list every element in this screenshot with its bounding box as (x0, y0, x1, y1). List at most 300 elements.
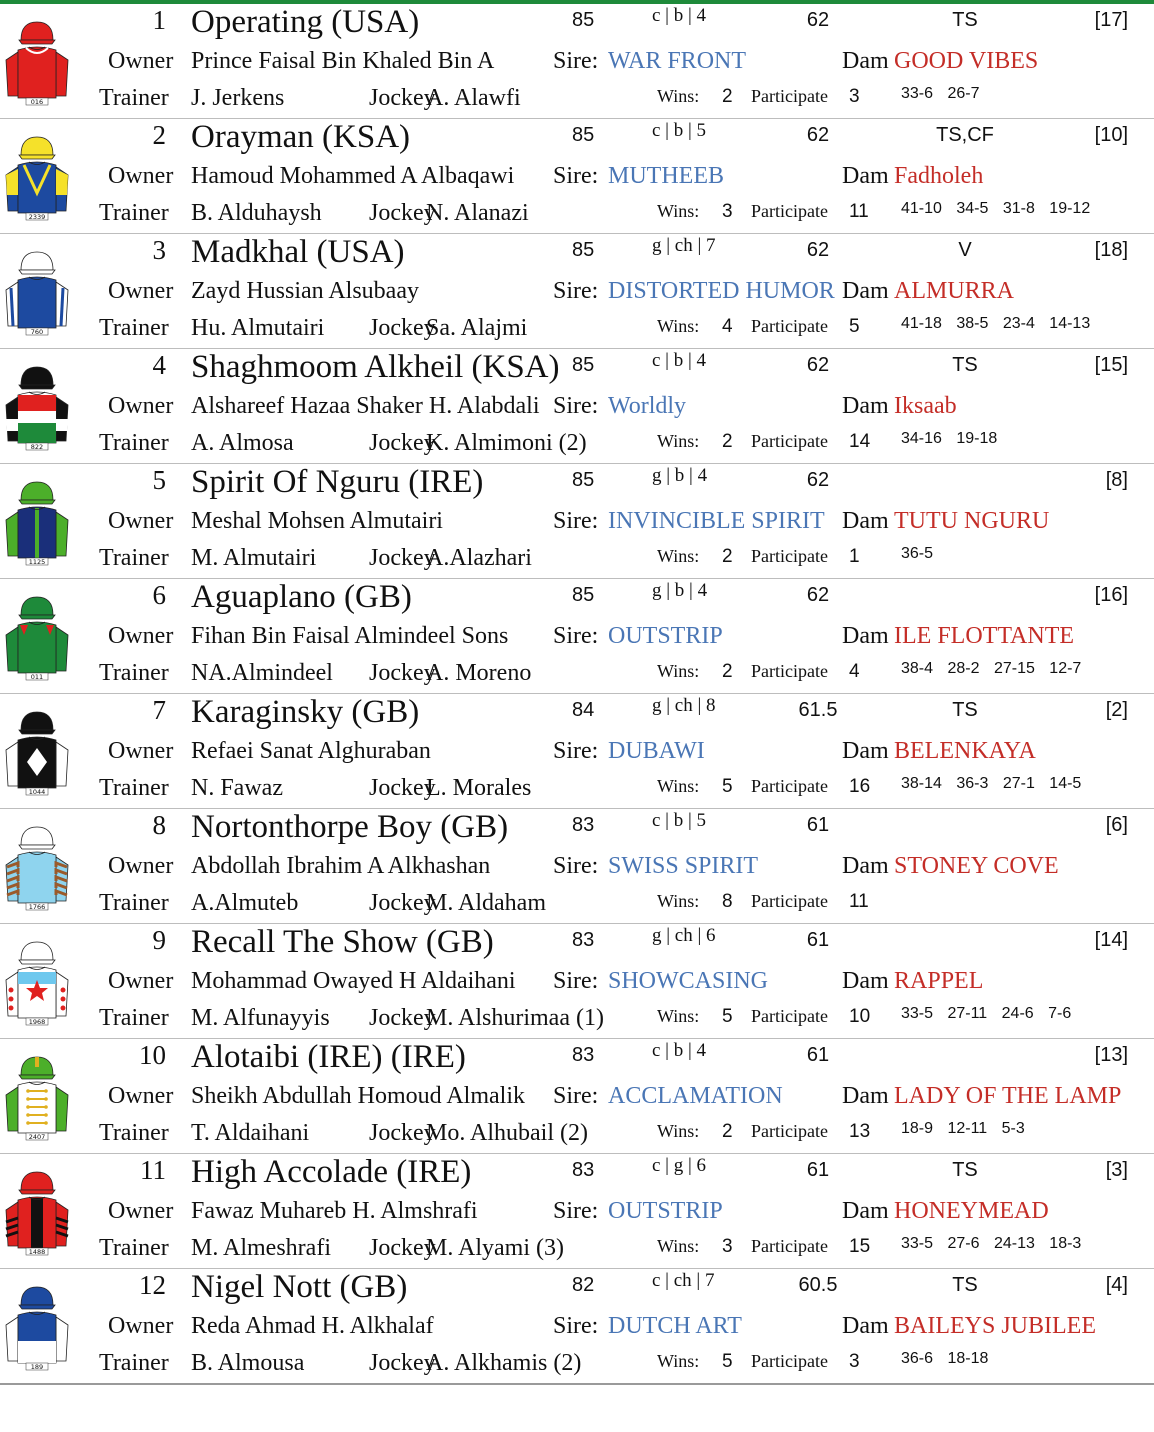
wins-count: 5 (722, 776, 733, 797)
trainer-name[interactable]: NA.Almindeel (191, 660, 333, 686)
participate-count: 11 (849, 891, 869, 912)
rating: 85 (572, 9, 595, 31)
dam-name[interactable]: STONEY COVE (894, 853, 1059, 879)
runner-row (0, 349, 1154, 464)
sire-label: Sire: (553, 393, 599, 419)
dam-label: Dam (842, 278, 889, 304)
dam-label: Dam (842, 163, 889, 189)
silk-number: 1766 (28, 903, 46, 911)
wins-count: 2 (722, 431, 733, 452)
right-sleeve (56, 1317, 68, 1361)
trainer-label: Trainer (99, 660, 169, 686)
sire-name[interactable]: ACCLAMATION (608, 1083, 783, 1109)
jockey-label: Jockey (369, 430, 436, 456)
owner-label: Owner (108, 853, 174, 879)
weight: 62 (806, 354, 830, 376)
jockey-name[interactable]: A. Moreno (426, 660, 532, 686)
draw-number: [6] (1105, 814, 1128, 836)
dam-name[interactable]: BAILEYS JUBILEE (894, 1313, 1096, 1339)
right-sleeve (56, 512, 68, 556)
trainer-label: Trainer (99, 545, 169, 571)
runner-number: 5 (152, 465, 166, 495)
wins-label: Wins: (657, 1351, 700, 1371)
participate-count: 16 (849, 776, 871, 797)
runner-number: 4 (152, 350, 166, 380)
runner-list (0, 4, 1154, 1385)
jockey-silk-icon (2, 1049, 72, 1141)
equipment-type: TS (952, 1274, 978, 1296)
weight: 62 (806, 584, 830, 606)
runner-number: 9 (152, 925, 166, 955)
silk-number: 016 (30, 98, 44, 106)
sex-color-age: c | b | 4 (652, 1040, 707, 1061)
runner-row (0, 464, 1154, 579)
sex-color-age: g | ch | 6 (652, 925, 716, 946)
silk-number: 1044 (28, 788, 46, 796)
trainer-label: Trainer (99, 315, 169, 341)
draw-number: [3] (1105, 1159, 1128, 1181)
jockey-label: Jockey (369, 1350, 436, 1376)
jockey-name[interactable]: A. Alawfi (426, 85, 521, 111)
owner-name[interactable]: Alshareef Hazaa Shaker H. Alabdali (191, 393, 540, 419)
horse-name[interactable]: Spirit Of Nguru (IRE) (191, 464, 484, 500)
jockey-name[interactable]: Mo. Alhubail (2) (426, 1120, 588, 1146)
sire-name[interactable]: OUTSTRIP (608, 623, 723, 649)
runner-number: 3 (152, 235, 166, 265)
trainer-name[interactable]: B. Alduhaysh (191, 200, 322, 226)
jockey-label: Jockey (369, 775, 436, 801)
sex-color-age: g | b | 4 (652, 580, 708, 601)
recent-results: 36-5 (901, 545, 934, 562)
draw-number: [8] (1105, 469, 1128, 491)
jockey-silk-icon (2, 244, 72, 336)
draw-number: [16] (1094, 584, 1128, 606)
jockey-label: Jockey (369, 315, 436, 341)
trainer-label: Trainer (99, 1120, 169, 1146)
left-sleeve (6, 52, 18, 96)
horse-name[interactable]: Nortonthorpe Boy (GB) (191, 809, 509, 845)
wins-label: Wins: (657, 1236, 700, 1256)
silk-cap (21, 252, 53, 270)
sex-color-age: g | ch | 8 (652, 695, 716, 716)
owner-label: Owner (108, 48, 174, 74)
runner-row (0, 4, 1154, 119)
horse-name[interactable]: Shaghmoom Alkheil (KSA) (191, 349, 560, 385)
participate-count: 14 (849, 431, 871, 452)
sire-label: Sire: (553, 508, 599, 534)
jockey-name[interactable]: K. Almimoni (2) (426, 430, 587, 456)
weight: 61.5 (798, 699, 838, 721)
owner-name[interactable]: Reda Ahmad H. Alkhalaf (191, 1313, 434, 1339)
trainer-name[interactable]: M. Almeshrafi (191, 1235, 331, 1261)
participate-count: 1 (849, 546, 860, 567)
sire-label: Sire: (553, 48, 599, 74)
sire-label: Sire: (553, 853, 599, 879)
horse-name[interactable]: Nigel Nott (GB) (191, 1269, 408, 1305)
recent-results: 41-10 34-5 31-8 19-12 (901, 200, 1091, 217)
participate-label: Participate (751, 1006, 828, 1026)
silk-number: 1968 (28, 1018, 46, 1026)
horse-name[interactable]: Madkhal (USA) (191, 234, 405, 270)
dam-name[interactable]: GOOD VIBES (894, 48, 1039, 74)
sire-label: Sire: (553, 623, 599, 649)
jockey-silk-icon (2, 934, 72, 1026)
rating: 85 (572, 354, 595, 376)
sire-name[interactable]: DUTCH ART (608, 1313, 742, 1339)
dam-name[interactable]: RAPPEL (894, 968, 984, 994)
draw-number: [14] (1094, 929, 1128, 951)
silk-cap (21, 827, 53, 845)
left-sleeve (6, 1317, 18, 1361)
trainer-label: Trainer (99, 775, 169, 801)
participate-label: Participate (751, 891, 828, 911)
sex-color-age: c | b | 4 (652, 5, 707, 26)
runner-number: 1 (152, 5, 166, 35)
equipment-type: TS (952, 699, 978, 721)
owner-name[interactable]: Abdollah Ibrahim A Alkhashan (191, 853, 491, 879)
jockey-silk-icon (2, 1164, 72, 1256)
left-sleeve (6, 742, 18, 786)
wins-count: 3 (722, 1236, 733, 1257)
sire-label: Sire: (553, 1198, 599, 1224)
dam-label: Dam (842, 738, 889, 764)
runner-row (0, 234, 1154, 349)
jockey-label: Jockey (369, 1235, 436, 1261)
participate-label: Participate (751, 661, 828, 681)
weight: 60.5 (798, 1274, 838, 1296)
owner-name[interactable]: Zayd Hussian Alsubaay (191, 278, 419, 304)
owner-label: Owner (108, 738, 174, 764)
draw-number: [17] (1094, 9, 1128, 31)
owner-label: Owner (108, 968, 174, 994)
dam-name[interactable]: ILE FLOTTANTE (894, 623, 1075, 649)
sire-name[interactable]: SWISS SPIRIT (608, 853, 759, 879)
trainer-label: Trainer (99, 85, 169, 111)
right-sleeve (56, 1087, 68, 1131)
runner-number: 2 (152, 120, 166, 150)
jockey-silk-icon (2, 359, 72, 451)
wins-label: Wins: (657, 661, 700, 681)
dam-label: Dam (842, 1083, 889, 1109)
rating: 83 (572, 814, 595, 836)
trainer-name[interactable]: Hu. Almutairi (191, 315, 325, 341)
jockey-label: Jockey (369, 1005, 436, 1031)
recent-results: 38-4 28-2 27-15 12-7 (901, 660, 1082, 677)
sire-name[interactable]: MUTHEEB (608, 163, 724, 189)
participate-count: 5 (849, 316, 860, 337)
runner-row (0, 1154, 1154, 1269)
wins-count: 5 (722, 1006, 733, 1027)
left-sleeve (6, 627, 18, 671)
owner-name[interactable]: Prince Faisal Bin Khaled Bin A (191, 48, 495, 74)
jockey-silk-icon (2, 704, 72, 796)
owner-label: Owner (108, 1083, 174, 1109)
right-sleeve (56, 742, 68, 786)
jockey-label: Jockey (369, 1120, 436, 1146)
jockey-name[interactable]: A. Alkhamis (2) (426, 1350, 582, 1376)
participate-label: Participate (751, 1236, 828, 1256)
trainer-name[interactable]: T. Aldaihani (191, 1120, 310, 1146)
trainer-name[interactable]: B. Almousa (191, 1350, 305, 1376)
silk-number: 2339 (28, 213, 46, 221)
silk-number: 1488 (28, 1248, 46, 1256)
sire-name[interactable]: SHOWCASING (608, 968, 769, 994)
sex-color-age: c | b | 5 (652, 120, 707, 141)
right-sleeve (56, 1202, 68, 1246)
sire-label: Sire: (553, 968, 599, 994)
participate-label: Participate (751, 776, 828, 796)
participate-count: 11 (849, 201, 869, 222)
dam-label: Dam (842, 968, 889, 994)
dam-label: Dam (842, 508, 889, 534)
draw-number: [4] (1105, 1274, 1128, 1296)
silk-number: 760 (30, 328, 44, 336)
owner-name[interactable]: Meshal Mohsen Almutairi (191, 508, 443, 534)
owner-name[interactable]: Mohammad Owayed H Aldaihani (191, 968, 516, 994)
wins-label: Wins: (657, 891, 700, 911)
silk-cap (21, 367, 53, 385)
recent-results: 33-5 27-6 24-13 18-3 (901, 1235, 1082, 1252)
rating: 83 (572, 1159, 595, 1181)
participate-label: Participate (751, 201, 828, 221)
silk-cap (21, 1287, 53, 1305)
horse-name[interactable]: Operating (USA) (191, 4, 420, 40)
owner-name[interactable]: Refaei Sanat Alghuraban (191, 738, 431, 764)
owner-name[interactable]: Hamoud Mohammed A Albaqawi (191, 163, 515, 189)
owner-label: Owner (108, 1198, 174, 1224)
trainer-name[interactable]: M. Alfunayyis (191, 1005, 330, 1031)
silk-number: 822 (30, 443, 44, 451)
rating: 85 (572, 124, 595, 146)
equipment-type: TS (952, 1159, 978, 1181)
participate-label: Participate (751, 86, 828, 106)
left-sleeve (6, 512, 18, 556)
jockey-label: Jockey (369, 85, 436, 111)
horse-name[interactable]: Orayman (KSA) (191, 119, 411, 155)
trainer-label: Trainer (99, 890, 169, 916)
jockey-label: Jockey (369, 200, 436, 226)
owner-label: Owner (108, 508, 174, 534)
weight: 61 (806, 814, 830, 836)
dam-name[interactable]: Iksaab (894, 393, 957, 419)
dam-name[interactable]: HONEYMEAD (894, 1198, 1049, 1224)
trainer-label: Trainer (99, 1005, 169, 1031)
silk-body (18, 852, 56, 903)
trainer-label: Trainer (99, 200, 169, 226)
owner-name[interactable]: Fihan Bin Faisal Almindeel Sons (191, 623, 509, 649)
wins-label: Wins: (657, 431, 700, 451)
sex-color-age: g | ch | 7 (652, 235, 716, 256)
trainer-label: Trainer (99, 430, 169, 456)
sire-name[interactable]: OUTSTRIP (608, 1198, 723, 1224)
sire-label: Sire: (553, 163, 599, 189)
silk-number: 011 (30, 673, 44, 681)
trainer-name[interactable]: M. Almutairi (191, 545, 317, 571)
horse-name[interactable]: Alotaibi (IRE) (IRE) (191, 1039, 466, 1075)
silk-cap (21, 1172, 53, 1190)
weight: 61 (806, 1044, 830, 1066)
trainer-label: Trainer (99, 1350, 169, 1376)
jockey-silk-icon (2, 129, 72, 221)
wins-label: Wins: (657, 201, 700, 221)
runner-number: 8 (152, 810, 166, 840)
left-sleeve (6, 1087, 18, 1131)
weight: 61 (806, 1159, 830, 1181)
dam-name[interactable]: LADY OF THE LAMP (894, 1083, 1122, 1109)
trainer-label: Trainer (99, 1235, 169, 1261)
sex-color-age: c | ch | 7 (652, 1270, 715, 1291)
owner-label: Owner (108, 393, 174, 419)
silk-number: 1125 (28, 558, 46, 566)
wins-label: Wins: (657, 1121, 700, 1141)
silk-cap (21, 597, 53, 615)
participate-label: Participate (751, 1121, 828, 1141)
sire-name[interactable]: DUBAWI (608, 738, 705, 764)
dam-label: Dam (842, 623, 889, 649)
sire-name[interactable]: INVINCIBLE SPIRIT (608, 508, 825, 534)
dam-name[interactable]: TUTU NGURU (894, 508, 1050, 534)
runner-row (0, 119, 1154, 234)
dam-label: Dam (842, 853, 889, 879)
silk-number: 2407 (28, 1133, 46, 1141)
dam-label: Dam (842, 48, 889, 74)
sex-color-age: c | b | 4 (652, 350, 707, 371)
participate-count: 4 (849, 661, 860, 682)
equipment-type: TS (952, 354, 978, 376)
participate-label: Participate (751, 316, 828, 336)
jockey-name[interactable]: M. Alyami (3) (426, 1235, 564, 1261)
weight: 61 (806, 929, 830, 951)
left-sleeve (6, 1202, 18, 1246)
dam-label: Dam (842, 393, 889, 419)
dam-name[interactable]: ALMURRA (894, 278, 1015, 304)
wins-count: 2 (722, 546, 733, 567)
runner-row (0, 924, 1154, 1039)
jockey-silk-icon (2, 474, 72, 566)
runner-row (0, 1039, 1154, 1154)
jockey-silk-icon (2, 1279, 72, 1371)
runner-number: 12 (139, 1270, 166, 1300)
wins-count: 3 (722, 201, 733, 222)
draw-number: [15] (1094, 354, 1128, 376)
runner-row (0, 579, 1154, 694)
dam-name[interactable]: BELENKAYA (894, 738, 1036, 764)
right-sleeve (56, 52, 68, 96)
trainer-name[interactable]: J. Jerkens (191, 85, 285, 111)
jockey-silk-icon (2, 819, 72, 911)
jockey-name[interactable]: N. Alanazi (426, 200, 529, 226)
sire-name[interactable]: WAR FRONT (608, 48, 747, 74)
rating: 85 (572, 584, 595, 606)
rating: 84 (572, 699, 595, 721)
draw-number: [18] (1094, 239, 1128, 261)
participate-label: Participate (751, 431, 828, 451)
participate-label: Participate (751, 1351, 828, 1371)
owner-label: Owner (108, 1313, 174, 1339)
trainer-name[interactable]: A.Almuteb (191, 890, 299, 916)
horse-name[interactable]: High Accolade (IRE) (191, 1154, 472, 1190)
recent-results: 34-16 19-18 (901, 430, 998, 447)
dam-label: Dam (842, 1313, 889, 1339)
weight: 62 (806, 239, 830, 261)
jockey-name[interactable]: A.Alazhari (426, 545, 532, 571)
runner-number: 10 (139, 1040, 166, 1070)
trainer-name[interactable]: N. Fawaz (191, 775, 283, 801)
sex-color-age: g | b | 4 (652, 465, 708, 486)
horse-name[interactable]: Recall The Show (GB) (191, 924, 494, 960)
dam-label: Dam (842, 1198, 889, 1224)
rating: 83 (572, 1044, 595, 1066)
weight: 62 (806, 124, 830, 146)
runner-row (0, 1269, 1154, 1385)
jockey-name[interactable]: Sa. Alajmi (426, 315, 528, 341)
horse-name[interactable]: Aguaplano (GB) (191, 579, 412, 615)
silk-cap (21, 137, 53, 155)
jockey-name[interactable]: L. Morales (426, 775, 532, 801)
silk-body (18, 47, 56, 98)
runner-number: 6 (152, 580, 166, 610)
owner-name[interactable]: Fawaz Muhareb H. Almshrafi (191, 1198, 478, 1224)
recent-results: 41-18 38-5 23-4 14-13 (901, 315, 1091, 332)
right-sleeve (56, 627, 68, 671)
wins-label: Wins: (657, 1006, 700, 1026)
wins-count: 8 (722, 891, 733, 912)
runner-number: 11 (140, 1155, 166, 1185)
sex-color-age: c | b | 5 (652, 810, 707, 831)
jockey-silk-icon (2, 14, 72, 106)
wins-count: 2 (722, 86, 733, 107)
owner-name[interactable]: Sheikh Abdullah Homoud Almalik (191, 1083, 525, 1109)
horse-name[interactable]: Karaginsky (GB) (191, 694, 420, 730)
jockey-label: Jockey (369, 890, 436, 916)
recent-results: 38-14 36-3 27-1 14-5 (901, 775, 1082, 792)
trainer-name[interactable]: A. Almosa (191, 430, 294, 456)
sire-name[interactable]: Worldly (608, 393, 687, 419)
rating: 85 (572, 469, 595, 491)
sire-name[interactable]: DISTORTED HUMOR (608, 278, 835, 304)
runner-row (0, 694, 1154, 809)
silk-body (18, 277, 56, 328)
owner-label: Owner (108, 163, 174, 189)
sire-label: Sire: (553, 1313, 599, 1339)
wins-label: Wins: (657, 316, 700, 336)
participate-count: 15 (849, 1236, 871, 1257)
silk-number: 189 (30, 1363, 44, 1371)
silk-cap (21, 942, 53, 960)
wins-label: Wins: (657, 776, 700, 796)
sex-color-age: c | g | 6 (652, 1155, 707, 1176)
jockey-label: Jockey (369, 660, 436, 686)
silk-cap (21, 712, 53, 730)
equipment-type: TS (952, 9, 978, 31)
participate-count: 3 (849, 1351, 860, 1372)
wins-count: 2 (722, 1121, 733, 1142)
participate-count: 10 (849, 1006, 871, 1027)
wins-count: 4 (722, 316, 733, 337)
equipment-type: V (958, 239, 972, 261)
participate-label: Participate (751, 546, 828, 566)
participate-count: 13 (849, 1121, 871, 1142)
draw-number: [13] (1094, 1044, 1128, 1066)
dam-name[interactable]: Fadholeh (894, 163, 984, 189)
owner-label: Owner (108, 623, 174, 649)
silk-cap (21, 22, 53, 40)
jockey-name[interactable]: M. Alshurimaa (1) (426, 1005, 604, 1031)
jockey-name[interactable]: M. Aldaham (426, 890, 546, 916)
recent-results: 33-6 26-7 (901, 85, 980, 102)
owner-label: Owner (108, 278, 174, 304)
recent-results: 36-6 18-18 (901, 1350, 989, 1367)
